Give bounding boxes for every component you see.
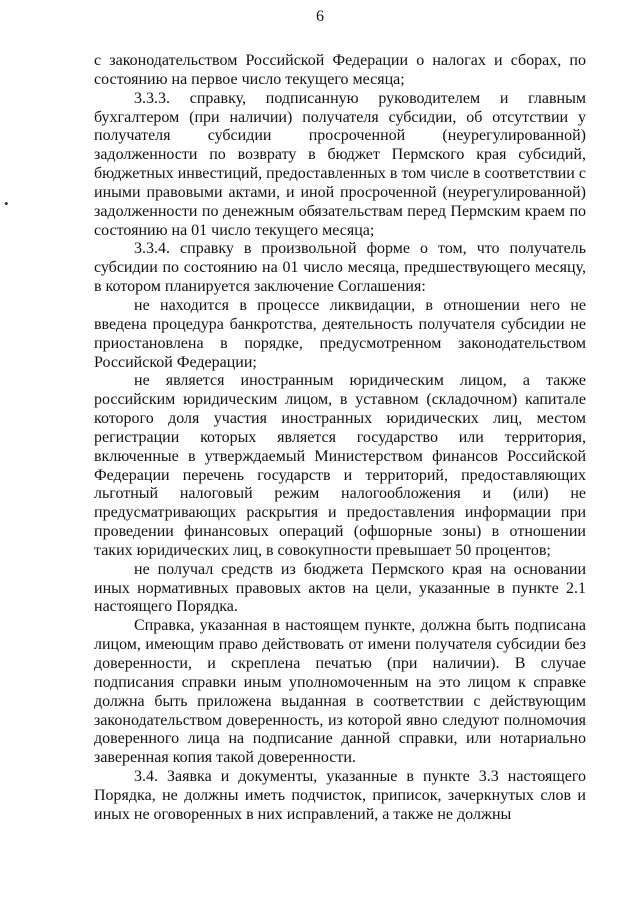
- margin-mark: •: [4, 196, 9, 211]
- paragraph-certificate-signature: Справка, указанная в настоящем пункте, должна быть подписана лицом, имеющим право действовать от имени получателя субсидии без доверенности, и скреплена печатью (при наличии). В случае подписания справки иным уполномоченным на это лицом к справке должна быть приложена выданная в соответствии с действующим законодательством доверенность, из которой явно следуют полномочия доверенного лица на подписание данной справки, или нотариально заверенная копия такой доверенности.: [94, 617, 586, 767]
- paragraph-3-4: 3.4. Заявка и документы, указанные в пункте 3.3 настоящего Порядка, не должны иметь подчисток, приписок, зачеркнутых слов и иных не оговоренных в них исправлений, а также не должны: [94, 768, 586, 823]
- paragraph-no-budget-funds: не получал средств из бюджета Пермского края на основании иных нормативных правовых актов на цели, указанные в пункте 2.1 настоящего Порядка.: [94, 560, 586, 616]
- page-number: 6: [316, 8, 324, 25]
- paragraph-no-liquidation: не находится в процессе ликвидации, в отношении него не введена процедура банкротства, деятельность получателя субсидии не приостановлена в порядке, предусмотренном законодательством Российской Федерации;: [94, 296, 586, 371]
- paragraph-3-3-4: 3.3.4. справку в произвольной форме о том, что получатель субсидии по состоянию на 01 число месяца, предшествующего месяцу, в котором планируется заключение Соглашения:: [94, 240, 586, 296]
- paragraph-not-foreign-entity: не является иностранным юридическим лицом, а также российским юридическим лицом, в уставном (складочном) капитале которого доля участия иностранных юридических лиц, местом регистрации которых является государство или территория, включенные в утверждаемый Министерством финансов Российской Федерации перечень государств и территорий, предоставляющих льготный налоговый режим налогообложения и (или) не предусматривающих раскрытия и предоставления информации при проведении финансовых операций (офшорные зоны) в отношении таких юридических лиц, в совокупности превышает 50 процентов;: [94, 372, 586, 559]
- document-body: [94, 52, 586, 825]
- paragraph-continuation: с законодательством Российской Федерации о налогах и сборах, по состоянию на первое число текущего месяца;: [94, 52, 586, 88]
- paragraph-3-3-3: 3.3.3. справку, подписанную руководителем и главным бухгалтером (при наличии) получателя субсидии, об отсутствии у получателя субсидии просроченной (неурегулированной) задолженности по возврату в бюджет Пермского края субсидий, бюджетных инвестиций, предоставленных в том числе в соответствии с иными правовыми актами, и иной просроченной (неурегулированной) задолженности по денежным обязательствам перед Пермским краем по состоянию на 01 число текущего месяца;: [94, 89, 586, 239]
